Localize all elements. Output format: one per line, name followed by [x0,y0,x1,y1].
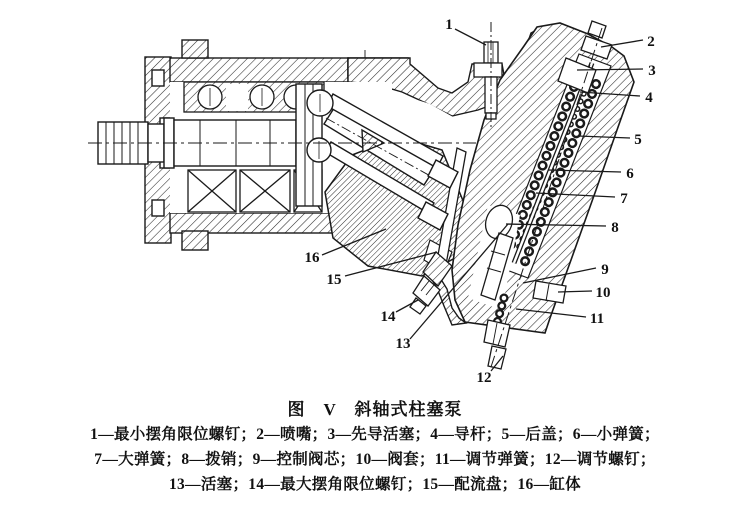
callout-8-label: 8 [611,220,619,236]
figure-caption [0,398,750,497]
callout-4-label: 4 [645,90,653,106]
figure-title: 图 V 斜轴式柱塞泵 [287,400,463,419]
callout-15-label: 15 [326,272,342,288]
top-lug [182,40,208,58]
housing-top-wall [170,58,348,82]
callout-1-label: 1 [445,17,453,33]
callout-7-label: 7 [620,191,628,207]
callout-6-label: 6 [626,166,634,182]
callout-11-label: 11 [589,311,605,327]
callout-10-label: 10 [595,285,611,301]
callout-5-label: 5 [634,132,642,148]
callout-3-label: 3 [648,63,656,79]
parts-list-line-1: 1—最小摆角限位螺钉；2—喷嘴；3—先导活塞；4—导杆；5—后盖；6—小弹簧； [90,426,660,443]
callout-13-label: 13 [395,336,411,352]
parts-list-line-2: 7—大弹簧；8—拨销；9—控制阀芯；10—阀套；11—调节弹簧；12—调节螺钉； [94,451,656,468]
callout-9-label: 9 [601,262,609,278]
bottom-lug [182,231,208,250]
callout-14-label: 14 [380,309,396,325]
parts-list-line-3: 13—活塞；14—最大摆角限位螺钉；15—配流盘；16—缸体 [168,476,581,493]
adjusting-screw [484,320,510,369]
callout-16-label: 16 [304,250,320,266]
callout-12-label: 12 [476,370,492,386]
callout-2-label: 2 [647,34,655,50]
